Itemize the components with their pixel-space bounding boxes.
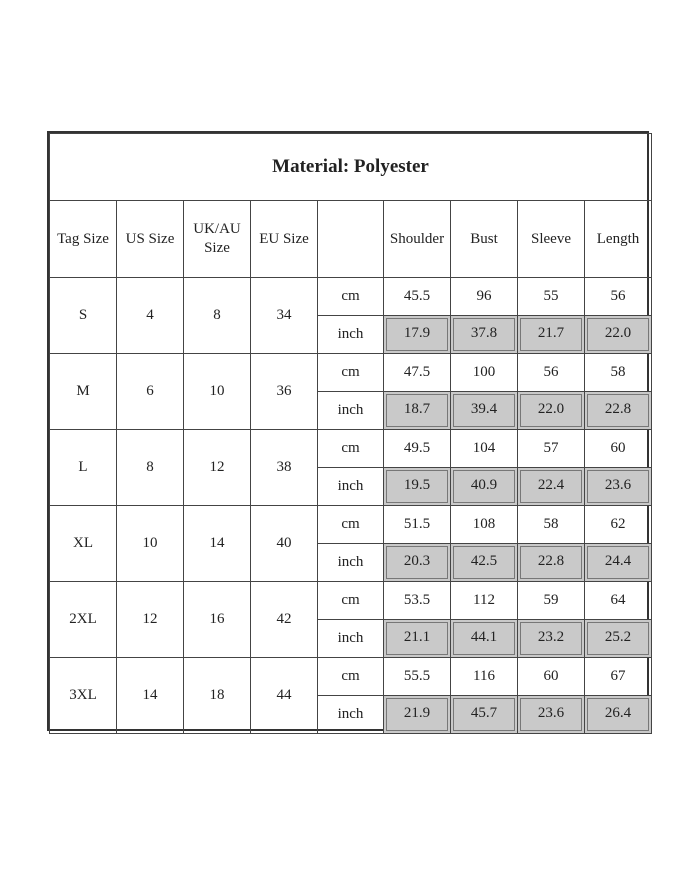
header-length: Length <box>585 201 652 278</box>
header-us-size: US Size <box>117 201 184 278</box>
bust-inch-value: 42.5 <box>453 546 515 579</box>
tag-size-cell: XL <box>50 506 117 582</box>
shoulder-inch-cell <box>384 544 451 582</box>
bust-inch-cell <box>451 696 518 734</box>
header-eu-size: EU Size <box>251 201 318 278</box>
length-cm-cell: 60 <box>585 430 652 468</box>
eu-size-cell: 42 <box>251 582 318 658</box>
size-table <box>49 133 652 734</box>
eu-size-cell: 44 <box>251 658 318 734</box>
sleeve-inch-cell <box>518 544 585 582</box>
bust-cm-cell: 100 <box>451 354 518 392</box>
bust-inch-cell <box>451 620 518 658</box>
length-inch-value: 22.0 <box>587 318 649 351</box>
material-title: Material: Polyester <box>50 134 652 201</box>
shoulder-inch-cell <box>384 392 451 430</box>
bust-inch-value: 37.8 <box>453 318 515 351</box>
shoulder-inch-value: 21.9 <box>386 698 448 731</box>
shoulder-inch-value: 21.1 <box>386 622 448 655</box>
us-size-cell: 14 <box>117 658 184 734</box>
us-size-cell: 12 <box>117 582 184 658</box>
sleeve-cm-cell: 59 <box>518 582 585 620</box>
sleeve-cm-cell: 58 <box>518 506 585 544</box>
sleeve-inch-cell <box>518 696 585 734</box>
uk-au-size-cell: 12 <box>184 430 251 506</box>
tag-size-cell: L <box>50 430 117 506</box>
uk-au-size-cell: 14 <box>184 506 251 582</box>
bust-cm-cell: 96 <box>451 278 518 316</box>
bust-inch-value: 45.7 <box>453 698 515 731</box>
bust-cm-cell: 108 <box>451 506 518 544</box>
length-inch-cell <box>585 316 652 354</box>
table-row <box>50 658 652 696</box>
unit-cm-label: cm <box>318 354 384 392</box>
length-cm-cell: 64 <box>585 582 652 620</box>
table-row <box>50 582 652 620</box>
sleeve-inch-value: 22.4 <box>520 470 582 503</box>
sleeve-inch-value: 21.7 <box>520 318 582 351</box>
tag-size-cell: S <box>50 278 117 354</box>
bust-inch-cell <box>451 468 518 506</box>
unit-inch-label: inch <box>318 316 384 354</box>
shoulder-inch-cell <box>384 620 451 658</box>
sleeve-inch-value: 22.8 <box>520 546 582 579</box>
sleeve-inch-cell <box>518 468 585 506</box>
unit-cm-label: cm <box>318 658 384 696</box>
shoulder-cm-cell: 49.5 <box>384 430 451 468</box>
length-inch-cell <box>585 696 652 734</box>
bust-inch-cell <box>451 392 518 430</box>
us-size-cell: 10 <box>117 506 184 582</box>
length-cm-cell: 62 <box>585 506 652 544</box>
shoulder-cm-cell: 53.5 <box>384 582 451 620</box>
shoulder-cm-cell: 45.5 <box>384 278 451 316</box>
table-row <box>50 278 652 316</box>
length-inch-value: 22.8 <box>587 394 649 427</box>
length-inch-cell <box>585 620 652 658</box>
bust-cm-cell: 104 <box>451 430 518 468</box>
sleeve-cm-cell: 60 <box>518 658 585 696</box>
header-row <box>50 201 652 278</box>
shoulder-inch-value: 18.7 <box>386 394 448 427</box>
us-size-cell: 6 <box>117 354 184 430</box>
header-sleeve: Sleeve <box>518 201 585 278</box>
length-cm-cell: 67 <box>585 658 652 696</box>
size-chart <box>47 131 649 731</box>
sleeve-inch-cell <box>518 392 585 430</box>
length-inch-value: 26.4 <box>587 698 649 731</box>
shoulder-inch-cell <box>384 696 451 734</box>
shoulder-inch-value: 17.9 <box>386 318 448 351</box>
sleeve-inch-cell <box>518 316 585 354</box>
length-inch-cell <box>585 468 652 506</box>
unit-inch-label: inch <box>318 696 384 734</box>
sleeve-inch-cell <box>518 620 585 658</box>
uk-au-size-cell: 10 <box>184 354 251 430</box>
shoulder-inch-cell <box>384 316 451 354</box>
header-shoulder: Shoulder <box>384 201 451 278</box>
length-inch-value: 24.4 <box>587 546 649 579</box>
length-cm-cell: 56 <box>585 278 652 316</box>
unit-inch-label: inch <box>318 392 384 430</box>
bust-inch-cell <box>451 544 518 582</box>
header-uk-au-size: UK/AU Size <box>184 201 251 278</box>
shoulder-inch-value: 19.5 <box>386 470 448 503</box>
length-inch-value: 25.2 <box>587 622 649 655</box>
us-size-cell: 4 <box>117 278 184 354</box>
table-row <box>50 354 652 392</box>
sleeve-cm-cell: 56 <box>518 354 585 392</box>
header-tag-size: Tag Size <box>50 201 117 278</box>
tag-size-cell: 3XL <box>50 658 117 734</box>
length-inch-cell <box>585 544 652 582</box>
shoulder-inch-cell <box>384 468 451 506</box>
tag-size-cell: 2XL <box>50 582 117 658</box>
sleeve-inch-value: 23.6 <box>520 698 582 731</box>
sleeve-cm-cell: 55 <box>518 278 585 316</box>
length-inch-cell <box>585 392 652 430</box>
bust-cm-cell: 116 <box>451 658 518 696</box>
shoulder-cm-cell: 47.5 <box>384 354 451 392</box>
shoulder-cm-cell: 55.5 <box>384 658 451 696</box>
eu-size-cell: 36 <box>251 354 318 430</box>
eu-size-cell: 40 <box>251 506 318 582</box>
length-cm-cell: 58 <box>585 354 652 392</box>
sleeve-inch-value: 22.0 <box>520 394 582 427</box>
unit-cm-label: cm <box>318 506 384 544</box>
unit-inch-label: inch <box>318 544 384 582</box>
unit-cm-label: cm <box>318 278 384 316</box>
unit-inch-label: inch <box>318 468 384 506</box>
eu-size-cell: 38 <box>251 430 318 506</box>
unit-inch-label: inch <box>318 620 384 658</box>
tag-size-cell: M <box>50 354 117 430</box>
shoulder-inch-value: 20.3 <box>386 546 448 579</box>
eu-size-cell: 34 <box>251 278 318 354</box>
uk-au-size-cell: 8 <box>184 278 251 354</box>
bust-inch-value: 40.9 <box>453 470 515 503</box>
table-row <box>50 430 652 468</box>
unit-cm-label: cm <box>318 430 384 468</box>
uk-au-size-cell: 18 <box>184 658 251 734</box>
uk-au-size-cell: 16 <box>184 582 251 658</box>
bust-inch-value: 44.1 <box>453 622 515 655</box>
bust-inch-cell <box>451 316 518 354</box>
table-row <box>50 506 652 544</box>
bust-cm-cell: 112 <box>451 582 518 620</box>
bust-inch-value: 39.4 <box>453 394 515 427</box>
unit-cm-label: cm <box>318 582 384 620</box>
header-unit <box>318 201 384 278</box>
length-inch-value: 23.6 <box>587 470 649 503</box>
header-bust: Bust <box>451 201 518 278</box>
us-size-cell: 8 <box>117 430 184 506</box>
sleeve-cm-cell: 57 <box>518 430 585 468</box>
shoulder-cm-cell: 51.5 <box>384 506 451 544</box>
sleeve-inch-value: 23.2 <box>520 622 582 655</box>
